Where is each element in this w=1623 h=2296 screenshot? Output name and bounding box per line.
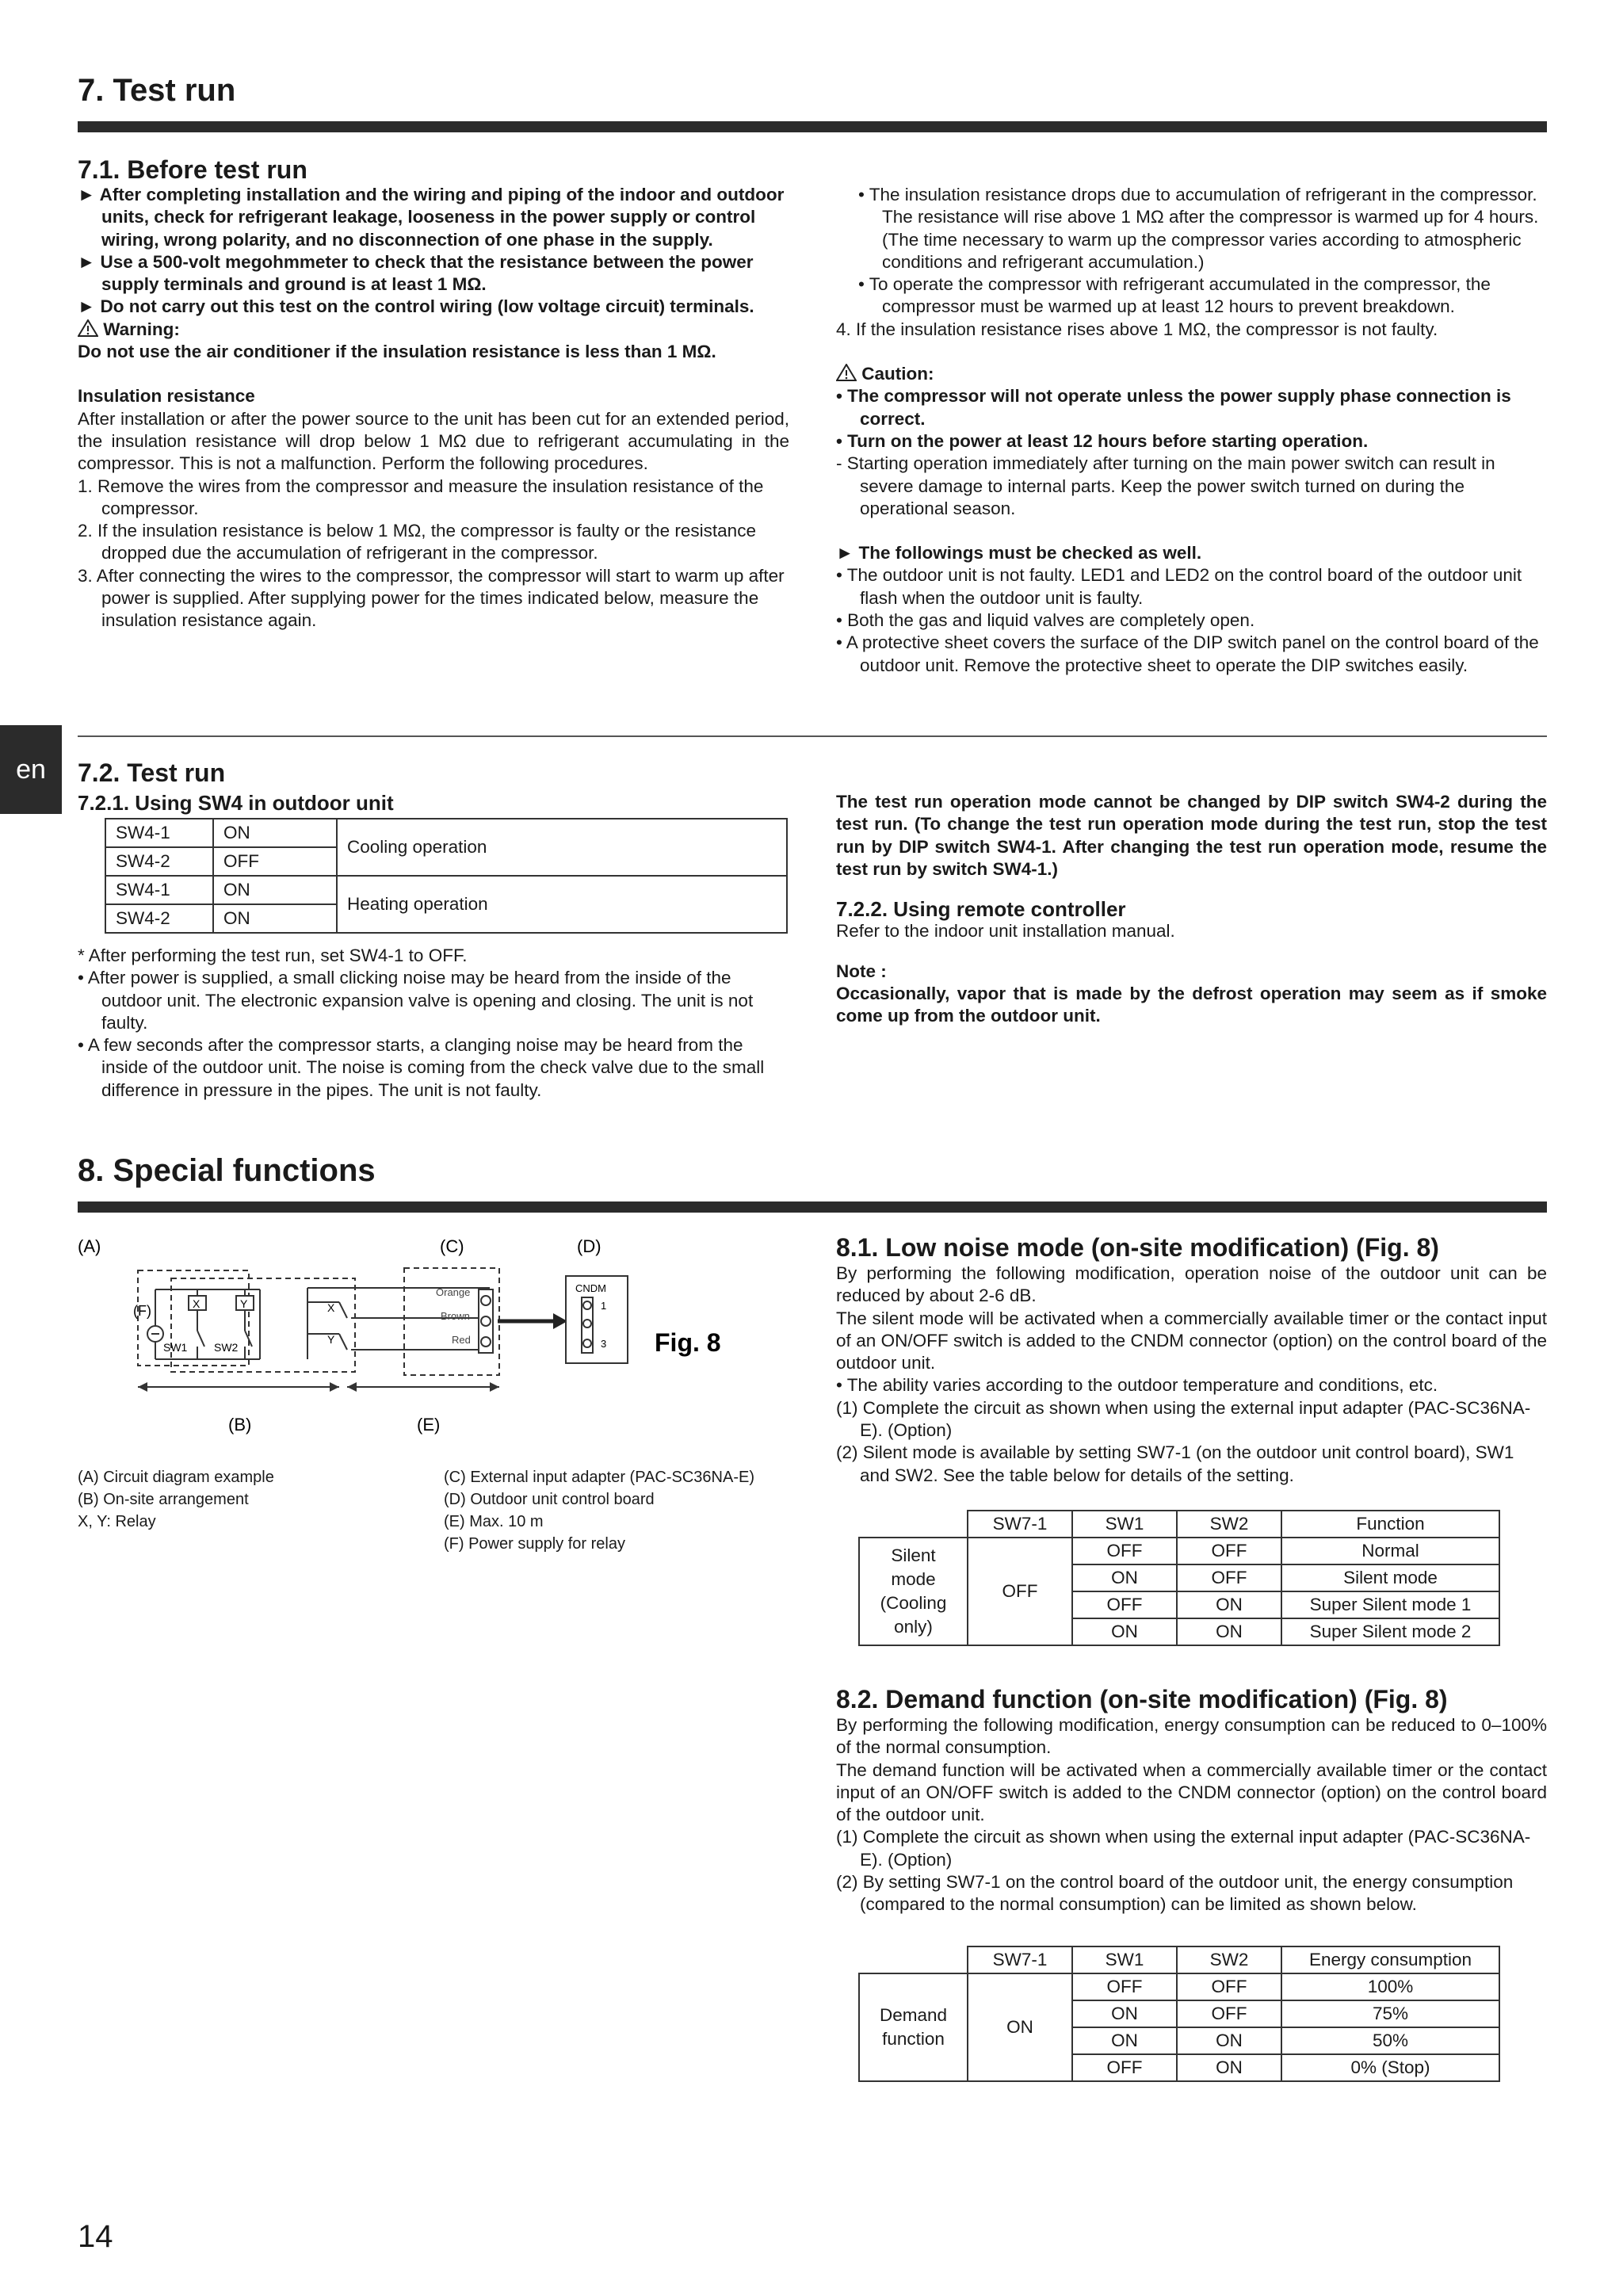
blank-header: [859, 1511, 968, 1538]
sw1-cell: ON: [1072, 1618, 1177, 1645]
heading-8-2: 8.2. Demand function (on-site modification) (Fig. 8): [836, 1685, 1448, 1713]
s81-item-1: (1) Complete the circuit as shown when using the external input adapter (PAC-SC36NA-E). (Option): [836, 1397, 1531, 1441]
pin-3: 3: [601, 1338, 607, 1350]
section-8-title: 8. Special functions: [78, 1153, 376, 1188]
s81-bullet: • The ability varies according to the outdoor temperature and conditions, etc.: [836, 1375, 1438, 1396]
s71-left-column: [78, 184, 789, 632]
contact-x-label: X: [327, 1301, 335, 1314]
table-row: [105, 819, 787, 847]
wire-orange: Orange: [436, 1286, 471, 1298]
sw2-label: SW2: [214, 1341, 239, 1354]
caption-f: (F) Power supply for relay: [444, 1535, 625, 1553]
insulation-step-3: 3. After connecting the wires to the compressor, the compressor will start to warm up after power is supplied. After supplying power for the times indicated below, measure the insulation resistance again.: [78, 565, 785, 631]
col-header: Energy consumption: [1281, 1946, 1499, 1973]
sw2-cell: OFF: [1177, 1564, 1281, 1591]
pin-1: 1: [601, 1300, 607, 1312]
s81-p1: By performing the following modification, operation noise of the outdoor unit can be reduced by about 2-6 dB.: [836, 1263, 1547, 1306]
col-header: SW7-1: [968, 1946, 1072, 1973]
caution-bold-2: • Turn on the power at least 12 hours before starting operation.: [836, 430, 1369, 451]
dip-note: The test run operation mode cannot be changed by DIP switch SW4-2 during the test run. (To change the test run operation mode during the test run, stop the test run by DIP switch SW4-1. After changing the test run operation mode, resume the test run by switch SW4-1.): [836, 792, 1547, 879]
op-cell: Heating operation: [337, 876, 787, 933]
divider-7-2: [78, 735, 1547, 737]
s72-notes: [78, 945, 789, 1102]
sw1-cell: OFF: [1072, 1591, 1177, 1618]
col-header: SW2: [1177, 1511, 1281, 1538]
check-item-2: • Both the gas and liquid valves are completely open.: [836, 610, 1255, 631]
caption-b: (B) On-site arrangement: [78, 1491, 249, 1508]
fig-8-label: Fig. 8: [655, 1328, 721, 1357]
sw-cell: SW4-2: [105, 904, 213, 933]
coil-x-label: X: [193, 1297, 200, 1310]
sw1-cell: OFF: [1072, 2054, 1177, 2081]
sw2-cell: ON: [1177, 2054, 1281, 2081]
warning-label: Warning:: [103, 319, 180, 339]
col-header: SW1: [1072, 1946, 1177, 1973]
energy-cell: 100%: [1281, 1973, 1499, 2000]
warning-icon: [78, 319, 98, 339]
wire-brown: Brown: [441, 1310, 470, 1322]
energy-cell: 50%: [1281, 2027, 1499, 2054]
blank-header: [859, 1946, 968, 1973]
function-cell: Super Silent mode 2: [1281, 1618, 1499, 1645]
test-note-2: • After power is supplied, a small clicking noise may be heard from the inside of the outdoor unit. The electronic expansion valve is opening and closing. The unit is not faulty.: [78, 968, 754, 1033]
state-cell: OFF: [213, 847, 337, 876]
note-label: Note :: [836, 961, 887, 981]
s81-item-2: (2) Silent mode is available by setting SW7-1 (on the outdoor unit control board), SW1 and SW2. See the table below for details of the setting.: [836, 1442, 1514, 1485]
sw-cell: SW4-1: [105, 819, 213, 847]
caption-xy: X, Y: Relay: [78, 1513, 156, 1530]
insulation-text: After installation or after the power source to the unit has been cut for an extended period, the insulation resistance will drop below 1 MΩ due to refrigerant accumulating in the compressor. This is not a malfunction. Perform the following procedures.: [78, 408, 789, 474]
s82-column: [836, 1684, 1547, 1916]
heading-7-2-1: 7.2.1. Using SW4 in outdoor unit: [78, 791, 394, 815]
sw2-cell: ON: [1177, 1591, 1281, 1618]
demand-table: [858, 1946, 1500, 2082]
coil-y-label: Y: [240, 1297, 248, 1310]
col-header: SW1: [1072, 1511, 1177, 1538]
note-text: Occasionally, vapor that is made by the defrost operation may seem as if smoke come up from the outdoor unit.: [836, 984, 1547, 1026]
test-note-1: * After performing the test run, set SW4-1 to OFF.: [78, 946, 468, 965]
page-number: 14: [78, 2219, 113, 2254]
check-item-3: • A protective sheet covers the surface of the DIP switch panel on the control board of the outdoor unit. Remove the protective sheet to operate the DIP switches easily.: [836, 632, 1539, 675]
sw1-cell: OFF: [1072, 1973, 1177, 2000]
sw1-cell: ON: [1072, 1564, 1177, 1591]
s71-right-column: [836, 184, 1547, 677]
row-label: Demand function: [859, 1973, 968, 2081]
heading-8-1: 8.1. Low noise mode (on-site modification) (Fig. 8): [836, 1233, 1439, 1262]
section-7-title: 7. Test run: [78, 73, 236, 108]
sw71-cell: ON: [968, 1973, 1072, 2081]
label-e: (E): [417, 1415, 441, 1435]
fig-captions-left: [78, 1466, 274, 1533]
check-heading: ► The followings must be checked as well.: [836, 543, 1202, 563]
s71-check-1: ► After completing installation and the wiring and piping of the indoor and outdoor units, check for refrigerant leakage, looseness in the power supply or control wiring, wrong polarity, and no disconnection of one phase in the supply.: [78, 185, 785, 250]
sw2-cell: OFF: [1177, 2000, 1281, 2027]
sw1-cell: OFF: [1072, 1538, 1177, 1564]
op-cell: Cooling operation: [337, 819, 787, 876]
caution-icon: [836, 364, 857, 384]
resistance-bullet-2: • To operate the compressor with refrigerant accumulated in the compressor, the compressor must be warmed up at least 12 hours to prevent breakdown.: [858, 274, 1491, 317]
col-header: SW2: [1177, 1946, 1281, 1973]
caption-c: (C) External input adapter (PAC-SC36NA-E): [444, 1469, 754, 1486]
sw2-cell: OFF: [1177, 1973, 1281, 2000]
test-note-3: • A few seconds after the compressor starts, a clanging noise may be heard from the inside of the outdoor unit. The noise is coming from the check valve due to the small difference in pressure in the pipes. The unit is not faulty.: [78, 1035, 765, 1100]
wire-red: Red: [452, 1334, 471, 1346]
row-label: Silent mode (Cooling only): [859, 1538, 968, 1645]
caution-line: [836, 363, 1547, 385]
caption-e: (E) Max. 10 m: [444, 1513, 544, 1530]
fig-captions-right: [444, 1466, 754, 1555]
function-cell: Normal: [1281, 1538, 1499, 1564]
s82-item-2: (2) By setting SW7-1 on the control board of the outdoor unit, the energy consumption (compared to the normal consumption) can be limited as shown below.: [836, 1872, 1514, 1915]
contact-y-label: Y: [327, 1333, 335, 1346]
check-item-1: • The outdoor unit is not faulty. LED1 and LED2 on the control board of the outdoor unit flash when the outdoor unit is faulty.: [836, 565, 1522, 608]
insulation-step-2: 2. If the insulation resistance is below 1 MΩ, the compressor is faulty or the resistance dropped due the accumulation of refrigerant in the compressor.: [78, 521, 756, 563]
energy-cell: 0% (Stop): [1281, 2054, 1499, 2081]
s82-item-1: (1) Complete the circuit as shown when using the external input adapter (PAC-SC36NA-E). (Option): [836, 1827, 1531, 1870]
sw2-cell: OFF: [1177, 1538, 1281, 1564]
sw1-cell: ON: [1072, 2027, 1177, 2054]
insulation-step-4: 4. If the insulation resistance rises above 1 MΩ, the compressor is not faulty.: [836, 319, 1438, 339]
language-tab: en: [0, 725, 62, 814]
insulation-step-1: 1. Remove the wires from the compressor and measure the insulation resistance of the compressor.: [78, 476, 764, 518]
s82-p2: The demand function will be activated when a commercially available timer or the contact input of an ON/OFF switch is added to the CNDM connector (option) on the control board of the outdoor unit.: [836, 1759, 1547, 1825]
insulation-heading: Insulation resistance: [78, 386, 255, 407]
table-row: [859, 1973, 1499, 2000]
warning-line: [78, 319, 789, 341]
section-7-rule: [78, 121, 1547, 132]
label-b: (B): [228, 1415, 252, 1435]
silent-mode-table: [858, 1510, 1500, 1646]
caution-dash: - Starting operation immediately after turning on the main power switch can result in severe damage to internal parts. Keep the power switch turned on during the operational season.: [836, 453, 1495, 518]
label-f: (F): [133, 1303, 151, 1319]
table-row: [105, 876, 787, 904]
sw4-table: [105, 818, 788, 934]
s82-p1: By performing the following modification, energy consumption can be reduced to 0–100% of the normal consumption.: [836, 1715, 1547, 1758]
sw1-cell: ON: [1072, 2000, 1177, 2027]
s71-check-3: ► Do not carry out this test on the control wiring (low voltage circuit) terminals.: [78, 296, 754, 317]
s81-column: [836, 1232, 1547, 1487]
warning-text: Do not use the air conditioner if the insulation resistance is less than 1 MΩ.: [78, 342, 716, 362]
remote-text: Refer to the indoor unit installation manual.: [836, 921, 1175, 942]
sw-cell: SW4-2: [105, 847, 213, 876]
label-a: (A): [78, 1236, 101, 1256]
state-cell: ON: [213, 904, 337, 933]
energy-cell: 75%: [1281, 2000, 1499, 2027]
heading-7-2-2: 7.2.2. Using remote controller: [836, 897, 1126, 922]
resistance-note: (The time necessary to warm up the compressor varies according to atmospheric conditions and refrigerant accumulation.): [882, 229, 1522, 272]
label-d: (D): [577, 1236, 601, 1256]
table-header-row: [859, 1946, 1499, 1973]
state-cell: ON: [213, 876, 337, 904]
s71-check-2: ► Use a 500-volt megohmmeter to check that the resistance between the power supply terminals and ground is at least 1 MΩ.: [78, 251, 754, 295]
resistance-bullet-1: • The insulation resistance drops due to accumulation of refrigerant in the compressor. The resistance will rise above 1 MΩ after the compressor is warmed up for 4 hours.: [858, 185, 1539, 227]
cndm-label: CNDM: [575, 1282, 606, 1294]
label-c: (C): [440, 1236, 464, 1256]
s72-right-column: [836, 791, 1547, 1028]
caption-d: (D) Outdoor unit control board: [444, 1491, 655, 1508]
table-row: [859, 1538, 1499, 1564]
sw2-cell: ON: [1177, 1618, 1281, 1645]
sw-cell: SW4-1: [105, 876, 213, 904]
function-cell: Super Silent mode 1: [1281, 1591, 1499, 1618]
s81-p2: The silent mode will be activated when a commercially available timer or the contact input of an ON/OFF switch is added to the CNDM connector (option) on the control board of the outdoor unit.: [836, 1308, 1547, 1373]
state-cell: ON: [213, 819, 337, 847]
heading-7-2: 7.2. Test run: [78, 758, 226, 787]
table-header-row: [859, 1511, 1499, 1538]
sw71-cell: OFF: [968, 1538, 1072, 1645]
caution-bold-1: • The compressor will not operate unless the power supply phase connection is correct.: [836, 386, 1511, 429]
sw2-cell: ON: [1177, 2027, 1281, 2054]
caution-label: Caution:: [861, 364, 934, 384]
col-header: SW7-1: [968, 1511, 1072, 1538]
sw1-label: SW1: [163, 1341, 188, 1354]
heading-7-1: 7.1. Before test run: [78, 155, 307, 184]
caption-a: (A) Circuit diagram example: [78, 1469, 274, 1486]
section-8-rule: [78, 1201, 1547, 1213]
relay-box-inner: [171, 1278, 355, 1372]
col-header: Function: [1281, 1511, 1499, 1538]
function-cell: Silent mode: [1281, 1564, 1499, 1591]
